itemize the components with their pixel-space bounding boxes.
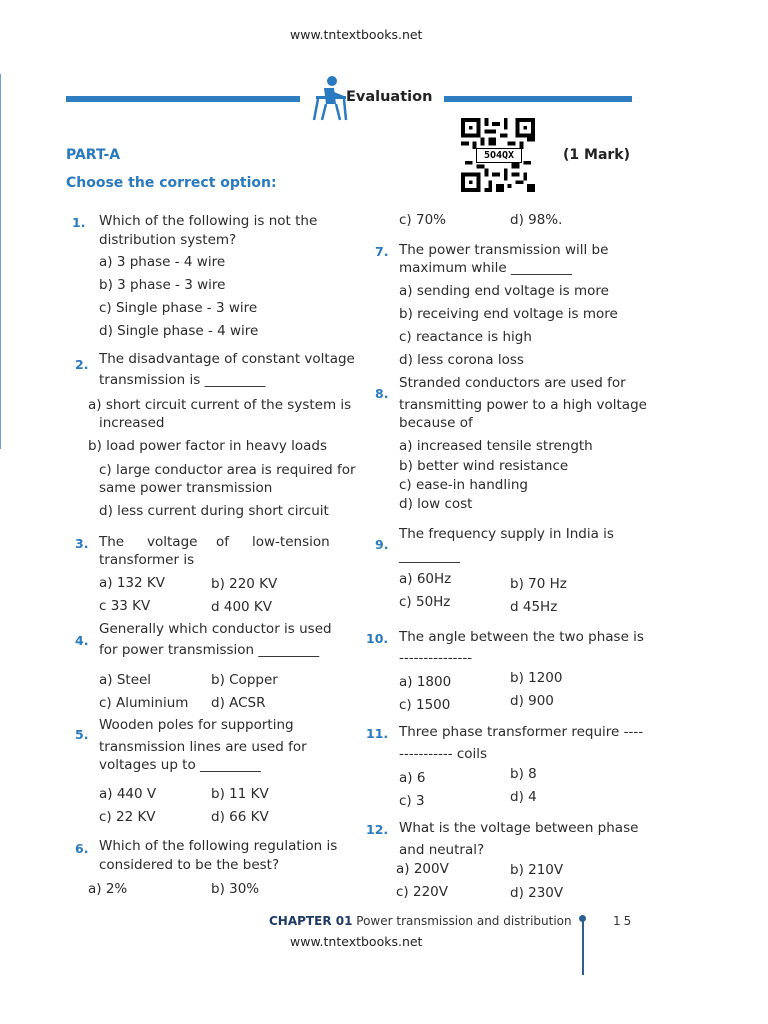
option-c[interactable]: c) 22 KV xyxy=(99,809,156,825)
option-c[interactable]: c) Single phase - 3 wire xyxy=(99,300,258,316)
option-b[interactable]: b) 210V xyxy=(510,862,564,878)
question-text: Generally which conductor is used xyxy=(99,621,332,637)
option-d[interactable]: d) 4 xyxy=(510,789,537,805)
question-number: 3. xyxy=(75,536,89,551)
option-d[interactable]: d 400 KV xyxy=(211,599,273,615)
qr-code-label: 5O4QX xyxy=(476,148,522,163)
option-a[interactable]: a) 440 V xyxy=(99,786,157,802)
question-text: maximum while _________ xyxy=(399,260,572,276)
question-number: 8. xyxy=(375,386,389,401)
evaluation-title: Evaluation xyxy=(346,89,433,105)
option-b[interactable]: b) Copper xyxy=(211,672,278,688)
option-a[interactable]: a) 3 phase - 4 wire xyxy=(99,254,226,270)
left-margin-rule xyxy=(0,74,1,449)
question-number: 9. xyxy=(375,537,389,552)
option-b[interactable]: b) better wind resistance xyxy=(399,458,569,474)
footer-chapter xyxy=(269,914,572,928)
question-number: 10. xyxy=(366,631,389,646)
question-text: low-tension xyxy=(252,534,330,550)
question-text: ----------- coils xyxy=(399,746,488,762)
question-text: The xyxy=(99,534,125,550)
option-c[interactable]: c 33 KV xyxy=(99,598,151,614)
option-c[interactable]: c) Aluminium xyxy=(99,695,189,711)
part-label: PART-A xyxy=(66,147,121,163)
option-c[interactable]: c) 220V xyxy=(396,884,448,900)
question-text: and neutral? xyxy=(399,842,485,858)
footer-divider xyxy=(582,920,584,975)
option-a[interactable]: a) 60Hz xyxy=(399,571,452,587)
option-c-continued: same power transmission xyxy=(99,480,273,496)
site-url-bottom[interactable]: www.tntextbooks.net xyxy=(290,934,423,949)
question-text: --------------- xyxy=(399,650,473,666)
option-b[interactable]: b) 30% xyxy=(211,881,260,897)
question-number: 11. xyxy=(366,726,389,741)
option-a[interactable]: a) 2% xyxy=(88,881,128,897)
question-text: transformer is xyxy=(99,552,195,568)
option-d[interactable]: d 45Hz xyxy=(510,599,558,615)
question-text: voltages up to _________ xyxy=(99,757,261,773)
part-a-label: (1 Mark) xyxy=(563,147,631,163)
question-text: The disadvantage of constant voltage xyxy=(99,351,355,367)
question-text: _________ xyxy=(399,548,460,564)
question-text: Stranded conductors are used for xyxy=(399,375,626,391)
question-number: 6. xyxy=(75,841,89,856)
question-text: The frequency supply in India is xyxy=(399,526,614,542)
question-text: distribution system? xyxy=(99,232,237,248)
option-a[interactable]: a) increased tensile strength xyxy=(399,438,593,454)
option-a[interactable]: a) sending end voltage is more xyxy=(399,283,609,299)
question-text: transmission lines are used for xyxy=(99,739,307,755)
chapter-title: Power transmission and distribution xyxy=(356,914,572,928)
option-b[interactable]: b) 3 phase - 3 wire xyxy=(99,277,226,293)
question-number: 4. xyxy=(75,633,89,648)
option-a[interactable]: a) 132 KV xyxy=(99,575,165,591)
question-text: of xyxy=(216,534,230,550)
option-d[interactable]: d) ACSR xyxy=(211,695,266,711)
option-b[interactable]: b) receiving end voltage is more xyxy=(399,306,618,322)
option-a[interactable]: a) 1800 xyxy=(399,674,452,690)
option-a[interactable]: a) 200V xyxy=(396,861,449,877)
question-text: Which of the following is not the xyxy=(99,213,318,229)
option-c[interactable]: c) 3 xyxy=(399,793,425,809)
student-desk-icon xyxy=(310,74,348,122)
option-d[interactable]: d) 98%. xyxy=(510,212,563,228)
question-text: Wooden poles for supporting xyxy=(99,717,294,733)
question-text: Which of the following regulation is xyxy=(99,838,338,854)
question-number: 2. xyxy=(75,357,89,372)
question-text: The power transmission will be xyxy=(399,242,609,258)
option-d[interactable]: d) 66 KV xyxy=(211,809,269,825)
question-text: because of xyxy=(399,415,473,431)
page-number: 15 xyxy=(613,914,635,928)
option-d[interactable]: d) 230V xyxy=(510,885,564,901)
question-text: Three phase transformer require ---- xyxy=(399,724,644,740)
question-number: 12. xyxy=(366,822,389,837)
option-c[interactable]: c) 50Hz xyxy=(399,594,451,610)
option-a-continued: increased xyxy=(99,415,165,431)
option-c[interactable]: c) 1500 xyxy=(399,697,451,713)
chapter-number: CHAPTER 01 xyxy=(269,914,353,928)
option-b[interactable]: b) 220 KV xyxy=(211,576,278,592)
option-c[interactable]: c) reactance is high xyxy=(399,329,532,345)
option-c[interactable]: c) 70% xyxy=(399,212,446,228)
option-d[interactable]: d) less corona loss xyxy=(399,352,524,368)
option-c[interactable]: c) large conductor area is required for xyxy=(99,462,356,478)
question-text: transmission is _________ xyxy=(99,372,266,388)
option-a[interactable]: a) 6 xyxy=(399,770,426,786)
option-b[interactable]: b) 11 KV xyxy=(211,786,269,802)
site-url-top[interactable]: www.tntextbooks.net xyxy=(290,27,423,42)
header-bar-right xyxy=(444,96,632,102)
option-b[interactable]: b) 1200 xyxy=(510,670,563,686)
question-number: 1. xyxy=(72,215,86,230)
question-number: 5. xyxy=(75,727,89,742)
option-b[interactable]: b) load power factor in heavy loads xyxy=(88,438,328,454)
question-number: 7. xyxy=(375,244,389,259)
option-a[interactable]: a) short circuit current of the system is xyxy=(88,397,352,413)
question-text: for power transmission _________ xyxy=(99,642,320,658)
question-text: considered to be the best? xyxy=(99,857,280,873)
header-bar-left xyxy=(66,96,300,102)
option-c[interactable]: c) ease-in handling xyxy=(399,477,528,493)
option-b[interactable]: b) 70 Hz xyxy=(510,576,567,592)
option-a[interactable]: a) Steel xyxy=(99,672,152,688)
option-d[interactable]: d) 900 xyxy=(510,693,554,709)
question-text: The angle between the two phase is xyxy=(399,629,644,645)
question-text: What is the voltage between phase xyxy=(399,820,639,836)
option-b[interactable]: b) 8 xyxy=(510,766,537,782)
question-text: transmitting power to a high voltage xyxy=(399,397,647,413)
option-d[interactable]: d) Single phase - 4 wire xyxy=(99,323,259,339)
option-d[interactable]: d) low cost xyxy=(399,496,473,512)
option-d[interactable]: d) less current during short circuit xyxy=(99,503,329,519)
question-text: voltage xyxy=(147,534,198,550)
instruction-heading: Choose the correct option: xyxy=(66,175,277,191)
